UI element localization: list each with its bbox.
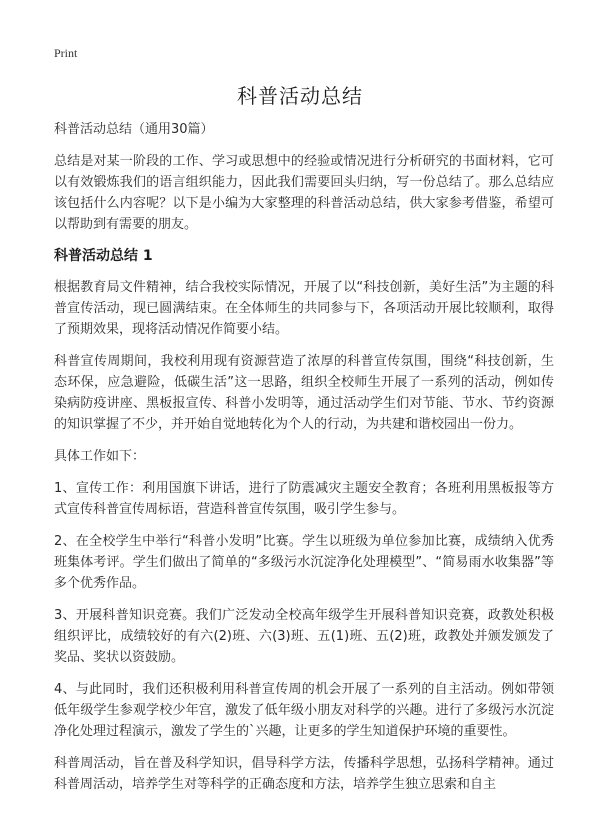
body-paragraph-3: 具体工作如下：	[54, 449, 146, 464]
body-paragraph-7: 4、与此同时，我们还积极利用科普宣传周的机会开展了一系列的自主活动。例如带领低年级学生参观学校少年宫，激发了低年级小朋友对科学的兴趣。进行了多级污水沉淀净化处理过程演示，激发了学生的`兴趣，让更多的学生知道保护环境的重要性。	[54, 682, 554, 739]
document-body	[54, 119, 554, 806]
body-paragraph-1: 根据教育局文件精神，结合我校实际情况，开展了以“科技创新，美好生活”为主题的科普宣传活动，现已圆满结束。在全体师生的共同参与下，各项活动开展比较顺利，取得了预期效果，现将活动情况作简要小结。	[54, 280, 554, 337]
section-heading: 科普活动总结 1	[54, 248, 153, 264]
body-paragraph-2: 科普宣传周期间，我校利用现有资源营造了浓厚的科普宣传氛围，围绕“科技创新，生态环保，应急避险，低碳生活”这一思路，组织全校师生开展了一系列的活动，例如传染病防疫讲座、黑板报宣传、科普小发明等，通过活动学生们对节能、节水、节约资源的知识掌握了不少，并开始自觉地转化为个人的行动，为共建和谐校园出一份力。	[54, 354, 554, 432]
intro-paragraph: 总结是对某一阶段的工作、学习或思想中的经验或情况进行分析研究的书面材料，它可以有效锻炼我们的语言组织能力，因此我们需要回头归纳，写一份总结了。那么总结应该包括什么内容呢？以下是小编为大家整理的科普活动总结，供大家参考借鉴，希望可以帮助到有需要的朋友。	[54, 154, 554, 232]
body-paragraph-5: 2、在全校学生中举行“科普小发明”比赛。学生以班级为单位参加比赛，成绩纳入优秀班集体考评。学生们做出了简单的“多级污水沉淀净化处理模型”、“简易雨水收集器”等多个优秀作品。	[54, 534, 554, 591]
print-label: Print	[54, 46, 78, 60]
body-paragraph-4: 1、宣传工作：利用国旗下讲话，进行了防震减灾主题安全教育；各班利用黑板报等方式宣传科普宣传周标语，营造科普宣传氛围，吸引学生参与。	[54, 481, 554, 517]
document-subtitle: 科普活动总结（通用30篇）	[54, 122, 214, 137]
page-title: 科普活动总结	[237, 84, 363, 108]
body-paragraph-8: 科普周活动，旨在普及科学知识，倡导科学方法，传播科学思想，弘扬科学精神。通过科普周活动，培养学生对等科学的正确态度和方法，培养学生独立思索和自主	[54, 756, 554, 792]
body-paragraph-6: 3、开展科普知识竞赛。我们广泛发动全校高年级学生开展科普知识竞赛，政教处积极组织评比，成绩较好的有六(2)班、六(3)班、五(1)班、五(2)班，政教处并颁发颁发了奖品、奖状以资鼓励。	[54, 608, 554, 665]
